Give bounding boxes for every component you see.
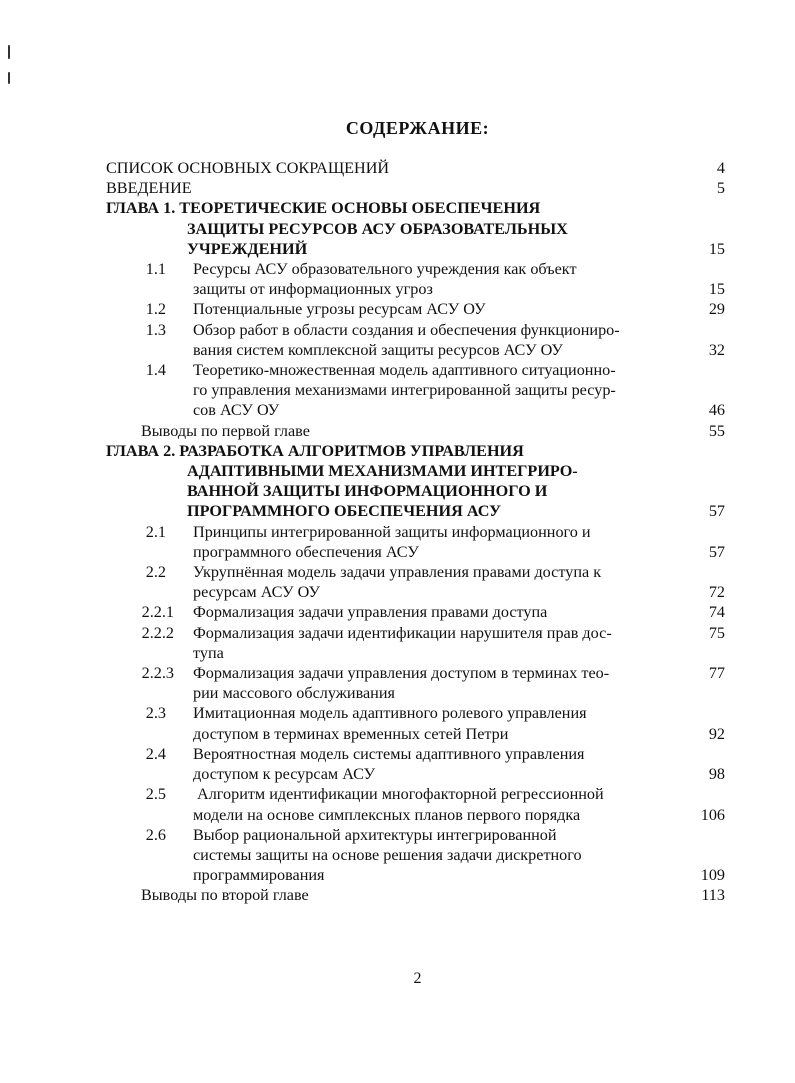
toc-page-number: 72 <box>708 583 725 602</box>
toc-entry-text: Имитационная модель адаптивного ролевого управления <box>193 704 587 723</box>
scan-mark <box>8 45 10 59</box>
toc-entry-text: системы защиты на основе решения задачи дискретного <box>193 845 582 864</box>
toc-section-number: 1.4 <box>145 361 166 380</box>
toc-entry-text: Выводы по второй главе <box>141 886 309 905</box>
toc-entry-text: ГЛАВА 2. РАЗРАБОТКА АЛГОРИТМОВ УПРАВЛЕНИЯ <box>106 441 524 460</box>
toc-section-number: 2.2.2 <box>141 623 174 642</box>
toc-entry-text: тупа <box>193 643 224 662</box>
toc-entry-text: Алгоритм идентификации многофакторной регрессионной <box>197 785 604 804</box>
toc-entry-text: СПИСОК ОСНОВНЫХ СОКРАЩЕНИЙ <box>106 159 390 177</box>
toc-page-number: 92 <box>708 724 725 743</box>
toc-page-number: 4 <box>716 159 725 177</box>
toc-entry <box>0 885 795 905</box>
toc-entry-text: программного обеспечения АСУ <box>193 542 419 561</box>
toc-section-number: 2.4 <box>145 744 166 763</box>
toc-entry-text: Выводы по первой главе <box>141 421 310 440</box>
toc-section-number: 2.2.1 <box>141 603 174 622</box>
toc-entry <box>0 178 795 198</box>
toc-page-number: 74 <box>708 603 725 622</box>
toc-entry-text: Обзор работ в области создания и обеспечения функциониро- <box>193 320 620 339</box>
toc-page-number: 15 <box>708 280 725 299</box>
toc-page-number: 57 <box>708 542 725 561</box>
toc-entry-text: программирования <box>193 866 325 885</box>
toc-section-number: 1.2 <box>145 300 166 319</box>
toc-entry <box>0 299 795 319</box>
toc-entry <box>0 602 795 622</box>
toc-section-number: 1.1 <box>145 260 166 279</box>
toc-entry-text: Формализация задачи идентификации нарушителя прав дос- <box>193 623 612 642</box>
toc-page-number: 32 <box>708 340 725 359</box>
toc-page-number: 75 <box>708 623 725 642</box>
toc-entry <box>0 421 795 441</box>
toc-section-number: 2.2.3 <box>141 664 174 683</box>
toc-entry-text: ГЛАВА 1. ТЕОРЕТИЧЕСКИЕ ОСНОВЫ ОБЕСПЕЧЕНИЯ <box>106 199 541 218</box>
toc-entry-text: модели на основе симплексных планов первого порядка <box>193 805 581 824</box>
toc-section-number: 1.3 <box>145 320 166 339</box>
toc-entry-text: сов АСУ ОУ <box>193 401 280 420</box>
toc-entry-text: Формализация задачи управления правами доступа <box>193 603 548 622</box>
toc-page-number: 46 <box>708 401 725 420</box>
toc-section-number: 2.3 <box>145 704 166 723</box>
toc-page-number: 98 <box>708 765 725 784</box>
toc-entry <box>0 623 795 663</box>
toc-entry <box>0 360 795 421</box>
toc-entry-text: УЧРЕЖДЕНИЙ <box>187 239 308 258</box>
toc-entry-text: защиты от информационных угроз <box>193 280 433 299</box>
toc-page-number: 57 <box>708 502 725 521</box>
toc-entry-text: доступом к ресурсам АСУ <box>193 765 376 784</box>
toc-page-number: 106 <box>700 805 725 824</box>
toc-entry <box>0 320 795 360</box>
toc-chapter <box>0 198 795 259</box>
toc-entry-text: го управления механизмами интегрированной защиты ресур- <box>193 381 616 400</box>
toc-page-number: 109 <box>700 866 725 885</box>
toc-entry-text: ресурсам АСУ ОУ <box>193 583 320 602</box>
toc-entry <box>0 663 795 703</box>
toc-page-number: 5 <box>716 179 725 198</box>
toc-entry-text: ВАННОЙ ЗАЩИТЫ ИНФОРМАЦИОННОГО И <box>187 482 548 501</box>
page-title: СОДЕРЖАНИЕ: <box>345 118 490 138</box>
toc-page-number: 113 <box>701 886 725 905</box>
toc-entry-text: Потенциальные угрозы ресурсам АСУ ОУ <box>193 300 486 319</box>
toc-section-number: 2.1 <box>145 522 166 541</box>
toc-entry-text: Ресурсы АСУ образовательного учреждения как объект <box>193 260 577 279</box>
toc-page-number: 77 <box>708 664 725 683</box>
toc-entry <box>0 784 795 824</box>
toc-entry-text: АДАПТИВНЫМИ МЕХАНИЗМАМИ ИНТЕГРИРО- <box>187 462 578 481</box>
toc-section-number: 2.2 <box>145 563 166 582</box>
toc-entry <box>0 825 795 886</box>
toc-chapter <box>0 441 795 522</box>
toc-page-number: 55 <box>708 421 725 440</box>
toc-entry <box>0 562 795 602</box>
page-number: 2 <box>413 970 422 987</box>
toc-page-number: 15 <box>708 239 725 258</box>
toc-entry <box>0 703 795 743</box>
toc-page-number: 29 <box>708 300 725 319</box>
toc-entry-text: Вероятностная модель системы адаптивного управления <box>193 744 585 763</box>
toc-section-number: 2.6 <box>145 825 166 844</box>
toc-entry <box>0 259 795 299</box>
toc-entry-text: Укрупнённая модель задачи управления правами доступа к <box>193 563 602 582</box>
toc-entry-text: Выбор рациональной архитектуры интегрированной <box>193 825 557 844</box>
toc-entry <box>0 744 795 784</box>
toc-entry <box>0 158 795 178</box>
toc-entry-text: Теоретико-множественная модель адаптивного ситуационно- <box>193 361 616 380</box>
toc-entry-text: Формализация задачи управления доступом в терминах тео- <box>193 664 610 683</box>
toc-entry-text: рии массового обслуживания <box>193 684 395 703</box>
toc-entry <box>0 522 795 562</box>
table-of-contents <box>0 158 795 906</box>
toc-entry-text: доступом в терминах временных сетей Петри <box>193 724 509 743</box>
toc-entry-text: Принципы интегрированной защиты информационного и <box>193 522 591 541</box>
toc-entry-text: ПРОГРАММНОГО ОБЕСПЕЧЕНИЯ АСУ <box>187 502 502 521</box>
scan-mark <box>8 72 10 84</box>
toc-entry-text: ВВЕДЕНИЕ <box>106 179 192 198</box>
toc-entry-text: вания систем комплексной защиты ресурсов АСУ ОУ <box>193 340 563 359</box>
toc-section-number: 2.5 <box>145 785 166 804</box>
toc-entry-text: ЗАЩИТЫ РЕСУРСОВ АСУ ОБРАЗОВАТЕЛЬНЫХ <box>187 219 568 238</box>
